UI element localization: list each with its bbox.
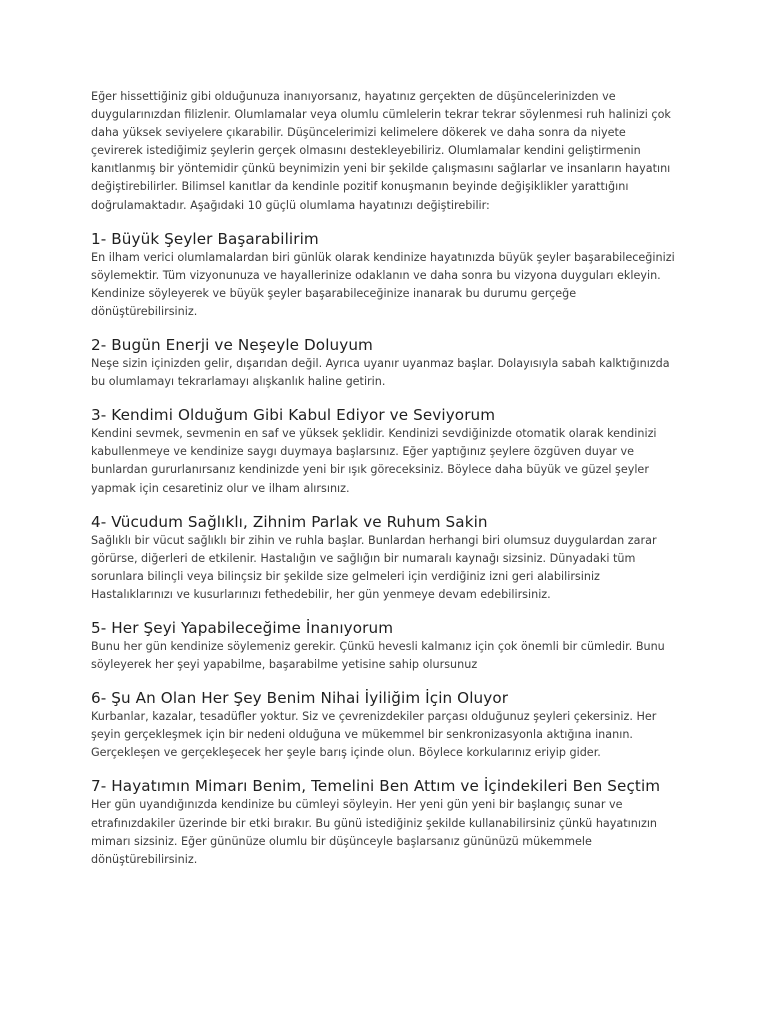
section-heading: 6- Şu An Olan Her Şey Benim Nihai İyiliğim İçin Oluyor (91, 689, 509, 708)
section-body: Her gün uyandığınızda kendinize bu cümleyi söyleyin. Her yeni gün yeni bir başlangıç sunar ve etrafınızdakiler üzerinde bir etki bırakır. Bu günü istediğiniz şekilde kullanabilirsiniz çünkü hayatınızın mimarı sizsiniz. Eğer gününüze olumlu bir düşünceyle başlarsanız gününüzü mükemmele dönüştürebilirsiniz. (91, 798, 658, 866)
section-body: Kurbanlar, kazalar, tesadüfler yoktur. Siz ve çevrenizdekiler parçası olduğunuz şeyleri çekersiniz. Her şeyin gerçekleşmek için bir nedeni olduğuna ve mükemmel bir senkronizasyonla aktığına inanın. Gerçekleşen ve gerçekleşecek her şeyle barış içinde olun. Böylece korkularınız eriyip gider. (91, 710, 657, 760)
section-2 (91, 336, 681, 391)
section-heading: 5- Her Şeyi Yapabileceğime İnanıyorum (91, 618, 394, 637)
section-heading: 2- Bugün Enerji ve Neşeyle Doluyum (91, 336, 373, 355)
section-body: Kendini sevmek, sevmenin en saf ve yüksek şeklidir. Kendinizi sevdiğinizde otomatik olarak kendinizi kabullenmeye ve kendinize saygı duymaya başlarsınız. Eğer yaptığınız şeylere özgüven duyar ve bunlardan gururlanırsanız kendinizde yeni bir ışık göreceksiniz. Böylece daha büyük ve güzel şeyler yapmak için cesaretiniz olur ve ilham alırsınız. (91, 427, 657, 495)
section-heading: 1- Büyük Şeyler Başarabilirim (91, 229, 319, 248)
section-3 (91, 406, 681, 497)
section-heading: 7- Hayatımın Mimarı Benim, Temelini Ben Attım ve İçindekileri Ben Seçtim (91, 777, 661, 796)
intro-paragraph: Eğer hissettiğiniz gibi olduğunuza inanıyorsanız, hayatınız gerçekten de düşüncelerinizden ve duygularınızdan filizlenir. Olumlamalar veya olumlu cümlelerin tekrar tekrar söylenmesi ruh halinizi çok daha yüksek seviyelere çıkarabilir. Düşüncelerimizi kelimelere dökerek ve daha sonra da niyete çevirerek istediğimiz şeylerin gerçek olmasını destekleyebiliriz. Olumlamalar kendini geliştirmenin kanıtlanmış bir yöntemidir çünkü beynimizin yeni bir şekilde çalışmasını sağlarlar ve insanların hayatını değiştirebilirler. Bilimsel kanıtlar da kendinle pozitif konuşmanın beyinde değişiklikler yarattığını doğrulamaktadır. Aşağıdaki 10 güçlü olumlama hayatınızı değiştirebilir: (91, 90, 671, 212)
section-4 (91, 513, 681, 604)
document-page (91, 88, 681, 869)
section-1 (91, 230, 681, 321)
section-6 (91, 689, 681, 762)
section-heading: 4- Vücudum Sağlıklı, Zihnim Parlak ve Ruhum Sakin (91, 512, 488, 531)
section-body: Bunu her gün kendinize söylemeniz gerekir. Çünkü hevesli kalmanız için çok önemli bir cümledir. Bunu söyleyerek her şeyi yapabilme, başarabilme yetisine sahip olursunuz (91, 639, 665, 672)
section-heading: 3- Kendimi Olduğum Gibi Kabul Ediyor ve Seviyorum (91, 406, 496, 425)
section-5 (91, 619, 681, 674)
section-body: En ilham verici olumlamalardan biri günlük olarak kendinize hayatınızda büyük şeyler başarabileceğinizi söylemektir. Tüm vizyonunuza ve hayallerinize odaklanın ve daha sonra bu vizyona duyguları ekleyin. Kendinize söyleyerek ve büyük şeyler başarabileceğinize inanarak bu durumu gerçeğe dönüştürebilirsiniz. (91, 250, 675, 318)
section-body: Sağlıklı bir vücut sağlıklı bir zihin ve ruhla başlar. Bunlardan herhangi biri olumsuz duygulardan zarar görürse, diğerleri de etkilenir. Hastalığın ve sağlığın bir numaralı kaynağı sizsiniz. Dünyadaki tüm sorunlara bilinçli veya bilinçsiz bir şekilde size gelmeleri için verdiğiniz izni geri alabilirsiniz Hastalıklarınızı ve kusurlarınızı fethedebilir, her gün yenmeye devam edebilirsiniz. (91, 533, 657, 601)
section-body: Neşe sizin içinizden gelir, dışarıdan değil. Ayrıca uyanır uyanmaz başlar. Dolayısıyla sabah kalktığınızda bu olumlamayı tekrarlamayı alışkanlık haline getirin. (91, 357, 670, 389)
section-7 (91, 777, 681, 868)
